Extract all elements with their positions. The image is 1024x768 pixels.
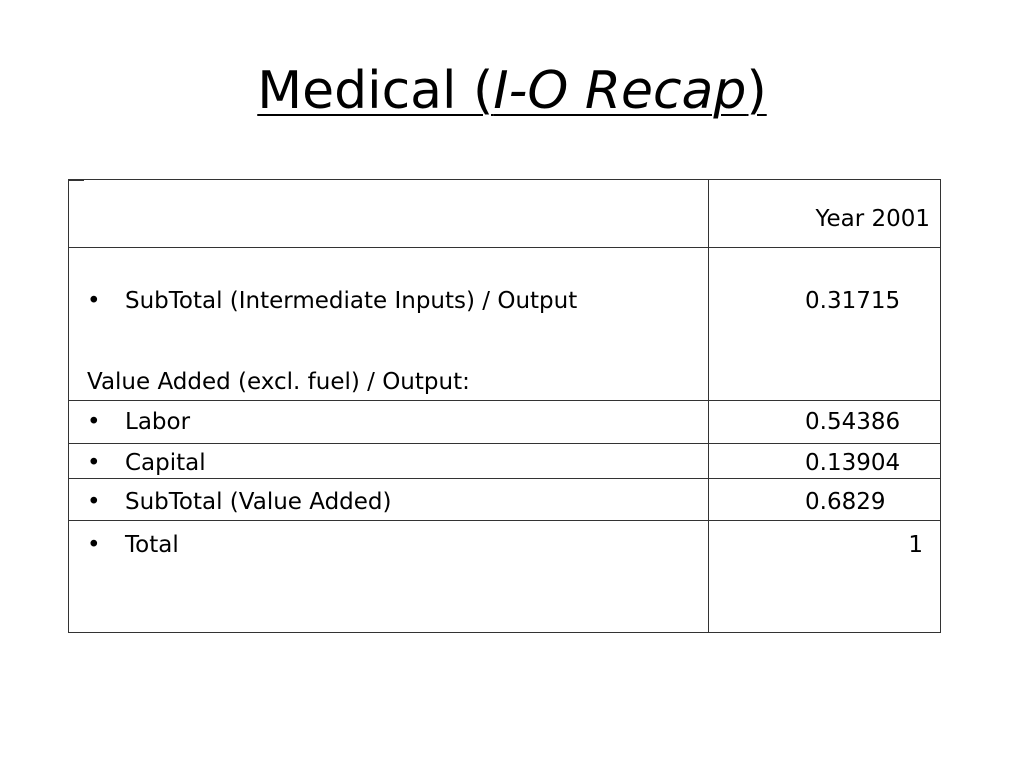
table-row bbox=[69, 479, 941, 521]
table-row bbox=[69, 248, 941, 401]
label-cell bbox=[69, 248, 709, 401]
label-cell bbox=[69, 521, 709, 633]
header-value-cell bbox=[709, 180, 941, 248]
label-text: SubTotal (Value Added) bbox=[125, 489, 392, 515]
io-recap-table-wrap bbox=[68, 179, 940, 632]
value-subtotal-value-added: 0.6829 bbox=[805, 489, 886, 515]
table-row bbox=[69, 521, 941, 633]
header-label-cell bbox=[69, 180, 709, 248]
value-total: 1 bbox=[908, 532, 923, 558]
value-subtotal-intermediate: 0.31715 bbox=[805, 288, 901, 314]
row-label-subtotal-intermediate bbox=[87, 286, 577, 316]
column-header-year: Year 2001 bbox=[815, 206, 930, 232]
bullet-icon: • bbox=[87, 489, 101, 515]
table-corner-mark bbox=[68, 179, 84, 181]
label-cell bbox=[69, 444, 709, 479]
title-underlined bbox=[257, 61, 766, 121]
row-label-value-added-heading: Value Added (excl. fuel) / Output: bbox=[87, 369, 470, 395]
value-cell bbox=[709, 248, 941, 401]
row-label-total bbox=[87, 530, 179, 560]
bullet-icon: • bbox=[87, 288, 101, 314]
value-capital: 0.13904 bbox=[805, 450, 901, 476]
row-label-labor bbox=[87, 407, 190, 437]
bullet-icon: • bbox=[87, 409, 101, 435]
value-cell bbox=[709, 444, 941, 479]
value-cell bbox=[709, 479, 941, 521]
row-label-capital bbox=[87, 448, 206, 478]
title-prefix: Medical ( bbox=[257, 61, 494, 121]
bullet-icon: • bbox=[87, 532, 101, 558]
bullet-icon: • bbox=[87, 450, 101, 476]
row-label-subtotal-value-added bbox=[87, 487, 392, 517]
label-cell bbox=[69, 401, 709, 444]
table-header-row bbox=[69, 180, 941, 248]
table-row bbox=[69, 444, 941, 479]
title-suffix: ) bbox=[746, 61, 767, 121]
label-text: Labor bbox=[125, 409, 191, 435]
label-text: Capital bbox=[125, 450, 206, 476]
slide-title bbox=[0, 55, 1024, 127]
io-recap-table bbox=[68, 179, 941, 633]
value-cell bbox=[709, 401, 941, 444]
table-row bbox=[69, 401, 941, 444]
title-italic: I-O Recap bbox=[493, 61, 747, 121]
value-cell bbox=[709, 521, 941, 633]
label-text: Total bbox=[125, 532, 179, 558]
value-labor: 0.54386 bbox=[805, 409, 901, 435]
label-cell bbox=[69, 479, 709, 521]
label-text: SubTotal (Intermediate Inputs) / Output bbox=[125, 288, 578, 314]
